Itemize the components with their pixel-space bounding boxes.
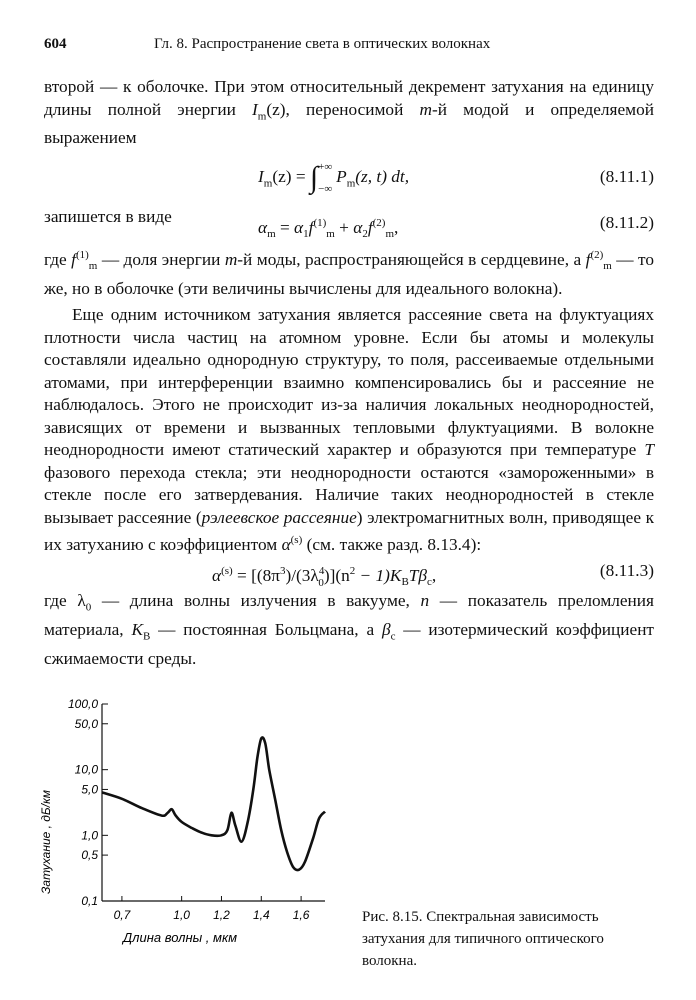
- y-tick-label: 0,5: [81, 848, 98, 863]
- y-tick-label: 1,0: [81, 828, 98, 843]
- figure-caption: Рис. 8.15. Спектральная зависимость затухания для типичного оптического волокна.: [362, 909, 604, 969]
- x-tick-label: 1,0: [173, 908, 190, 922]
- y-tick-label: 0,1: [81, 894, 98, 908]
- x-axis-label: Длина волны , мкм: [122, 930, 238, 945]
- paragraph-2: где $f^{(1)}_m$ — доля энергии m-й моды, распространяющейся в сердцевине, а $f^{(2)}_m$ — то же, но в оболочке (эти величины вычислены для идеального волокна).: [44, 248, 655, 298]
- series-group: [102, 737, 325, 870]
- paragraph-1: второй — к оболочке. При этом относительный декремент затухания на единицу длины полной энергии $I_m(z)$, переносимой m-й модой и определяемой выражением: [44, 77, 654, 148]
- equation-number-3: (8.11.3): [599, 561, 654, 581]
- equation-8-11-3: $\alpha^{(s)} = [(8\pi^3)/(3\lambda^4_0)](n^2 - 1)K_BT\beta_c$, (8.11.3): [212, 561, 654, 589]
- page-number: 604: [44, 36, 67, 52]
- series-line: [102, 737, 325, 870]
- equation-number-1: (8.11.1): [599, 166, 654, 186]
- y-tick-label: 100,0: [67, 697, 98, 711]
- x-tick-label: 1,2: [213, 908, 230, 922]
- paragraph-3: Еще одним источником затухания является рассеяние света на флуктуациях плотности числа частиц на атомном уровне. Если бы атомы и молекулы составляли идеально однородную структуру, то поля, рассеиваемые отдельными атомами, при интерференции взаимно компенсировались бы и рассеяние не наблюдалось. Этого не происходит из-за наличия локальных неоднородностей, зависящих от времени и вызванных тепловыми флуктуациями. В волокне неоднородности имеют статический характер и образуются при температуре T фазового перехода стекла; эти неоднородности остаются «замороженными» в стекле после его затвердевания. Наличие таких неоднородностей в стекле вызывает рассеяние (рэлеевское рассеяние) электромагнитных волн, приводящее к их затуханию с коэффициентом $\alpha^{(s)}$ (см. также разд. 8.13.4):: [44, 305, 655, 554]
- x-tick-label: 1,6: [292, 908, 310, 922]
- equation-8-11-1: $I_m(z)$ = ∫+∞ $-\infty P_m(z$, t) dt, (8.11.1): [258, 160, 654, 195]
- equation-8-11-2: запишется в виде $\alpha_m = \alpha_1f^{(1)}_m + \alpha_2f^{(2)}_m$, (8.11.2): [44, 206, 654, 241]
- y-tick-label: 5,0: [81, 782, 98, 797]
- paragraph-4: где $\lambda_0$ — длина волны излучения в вакууме, n — показатель преломления материала, $K_B$ — постоянная Больцмана, а $\beta_c$ — изотермический коэффициент сжимаемости среды.: [44, 591, 655, 669]
- chart-axes: [102, 704, 325, 901]
- attenuation-chart: [30, 694, 335, 956]
- y-tick-label: 10,0: [74, 762, 98, 777]
- x-tick-label: 0,7: [113, 908, 131, 922]
- equation-number-2: (8.11.2): [599, 212, 654, 232]
- page-header: [0, 36, 696, 60]
- running-title: Гл. 8. Распространение света в оптических волокнах: [154, 36, 491, 52]
- y-axis-label: Затухание , дБ/км: [39, 790, 53, 894]
- body-text: [44, 76, 654, 671]
- x-tick-label: 1,4: [252, 908, 270, 922]
- y-tick-label: 50,0: [74, 716, 98, 731]
- attenuation-figure: [30, 694, 335, 956]
- x-ticks: [114, 896, 310, 922]
